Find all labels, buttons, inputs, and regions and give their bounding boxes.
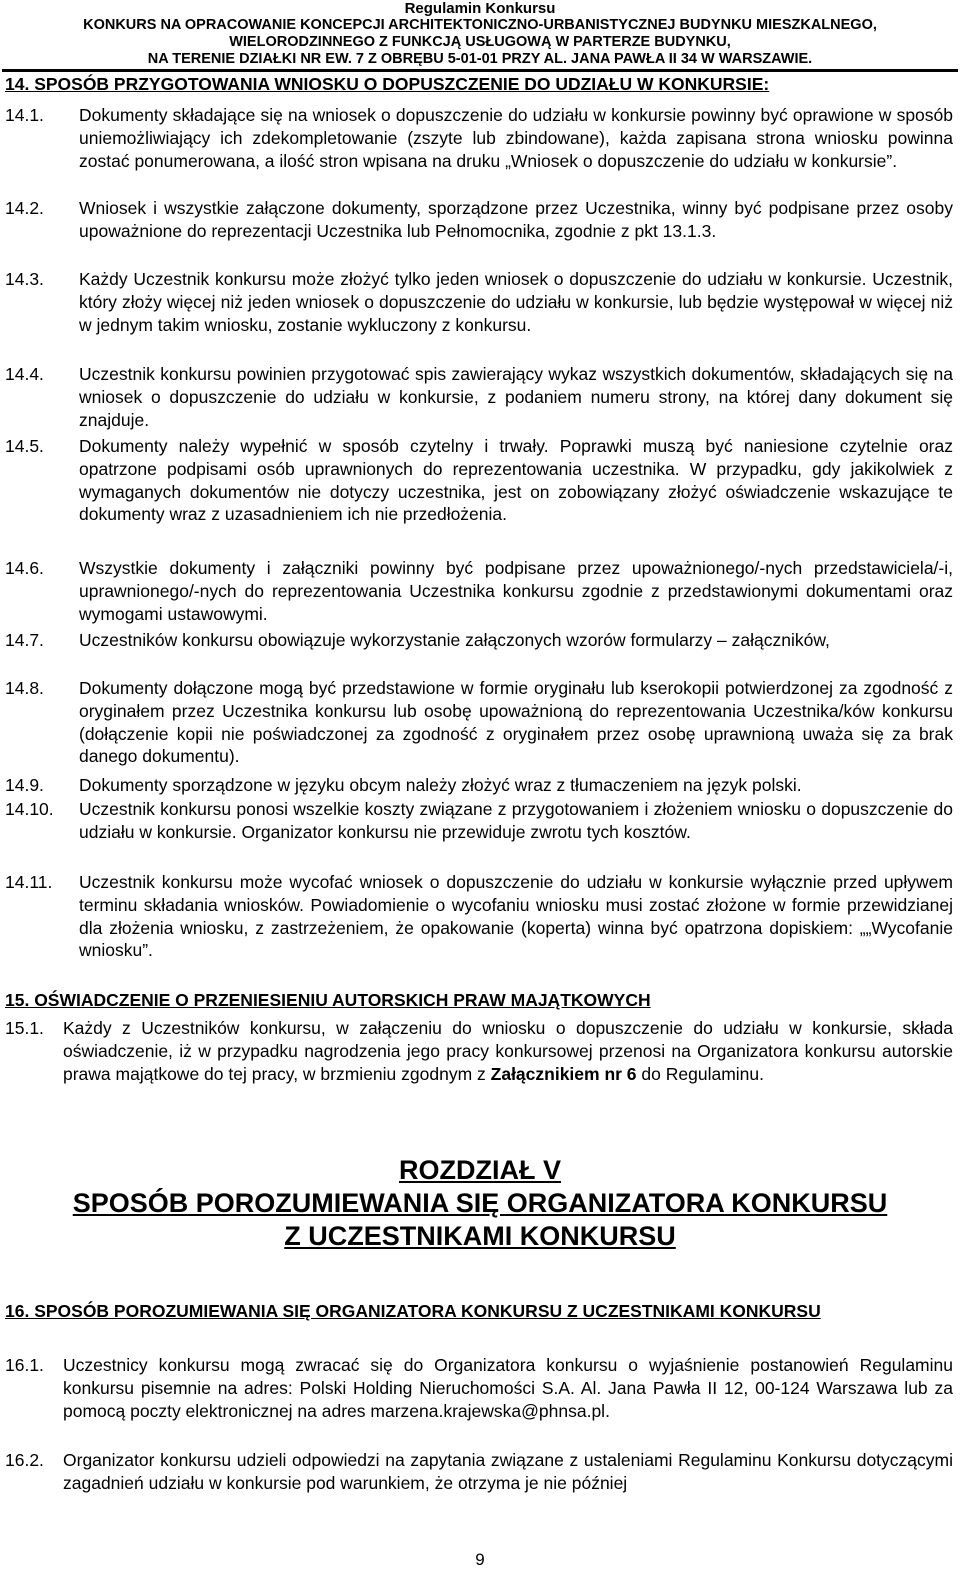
header-line-2: WIELORODZINNEGO Z FUNKCJĄ USŁUGOWĄ W PARTERZE BUDYNKU, — [229, 34, 731, 50]
list-item-16-1 — [5, 1354, 953, 1422]
header-line-3: NA TERENIE DZIAŁKI NR EW. 7 Z OBRĘBU 5-01-01 PRZY AL. JANA PAWŁA II 34 W WARSZAWIE. — [147, 51, 813, 67]
section-16-heading — [5, 1300, 953, 1323]
item-number: 14.7. — [5, 630, 44, 650]
item-number: 14.4. — [5, 364, 44, 384]
list-item-15-1 — [5, 1017, 953, 1085]
item-number: 14.6. — [5, 558, 44, 578]
list-item-14-7 — [5, 629, 953, 652]
item-number: 14.5. — [5, 436, 44, 456]
list-item-14-9 — [5, 774, 953, 797]
list-item-14-2 — [5, 197, 953, 243]
item-text: Dokumenty należy wypełnić w sposób czytelny i trwały. Poprawki muszą być naniesione czytelnie oraz opatrzone podpisami osób uprawnionych do reprezentowania uczestnika. W przypadku, gdy jakikolwiek z wymaganych dokumentów nie dotyczy uczestnika, jest on zobowiązany złożyć oświadczenie wskazujące te dokumenty wraz z uzasadnieniem ich nie przedłożenia. — [79, 436, 953, 525]
item-text: Dokumenty sporządzone w języku obcym należy złożyć wraz z tłumaczeniem na język polski. — [79, 775, 802, 795]
list-item-14-8 — [5, 677, 953, 768]
section-15-heading: 15. OŚWIADCZENIE O PRZENIESIENIU AUTORSKICH PRAW MAJĄTKOWYCH — [5, 990, 651, 1010]
item-number: 14.3. — [5, 269, 44, 289]
chapter-title: ROZDZIAŁ V — [399, 1155, 561, 1185]
section-14-heading: 14. SPOSÓB PRZYGOTOWANIA WNIOSKU O DOPUSZCZENIE DO UDZIAŁU W KONKURSIE: — [5, 74, 770, 94]
attachment-reference: Załącznikiem nr 6 — [490, 1063, 637, 1084]
item-number: 16.1. — [5, 1355, 44, 1375]
item-number: 15.1. — [5, 1018, 44, 1038]
list-item-14-11 — [5, 871, 953, 962]
item-number: 14.8. — [5, 678, 44, 698]
list-item-14-10 — [5, 798, 953, 844]
item-number: 14.11. — [5, 872, 53, 892]
item-number: 16.2. — [5, 1450, 44, 1470]
item-text: Organizator konkursu udzieli odpowiedzi na zapytania związane z ustaleniami Regulaminu Konkursu dotyczącymi zagadnień udziału w konkursie pod warunkiem, że otrzyma je nie później — [63, 1450, 953, 1493]
document-header — [0, 0, 960, 68]
list-item-14-4 — [5, 363, 953, 431]
page-number: 9 — [475, 1550, 485, 1569]
item-text: Uczestnik konkursu ponosi wszelkie koszty związane z przygotowaniem i złożeniem wniosku o dopuszczenie do udziału w konkursie. Organizator konkursu nie przewiduje zwrotu tych kosztów. — [79, 799, 953, 842]
item-text: Każdy Uczestnik konkursu może złożyć tylko jeden wniosek o dopuszczenie do udziału w konkursie. Uczestnik, który złoży więcej niż jeden wniosek o dopuszczenie do udziału w konkursie, lub będzie występował w więcej niż w jednym takim wniosku, zostanie wykluczony z konkursu. — [79, 269, 953, 335]
list-item-16-2 — [5, 1449, 953, 1495]
item-number: 14.2. — [5, 198, 44, 218]
item-text: Dokumenty składające się na wniosek o dopuszczenie do udziału w konkursie powinny być oprawione w sposób uniemożliwiający ich zdekompletowanie (zszyte lub zbindowane), każda zapisana strona wniosku powinna zostać ponumerowana, a ilość stron wpisana na druku „Wniosek o dopuszczenie do udziału w konkursie”. — [79, 105, 953, 171]
item-text: Uczestnik konkursu może wycofać wniosek o dopuszczenie do udziału w konkursie wyłącznie przed upływem terminu składania wniosków. Powiadomienie o wycofaniu wniosku musi zostać złożone w formie przewidzianej dla złożenia wniosku, z zastrzeżeniem, że opakowanie (koperta) winna być opatrzona dopiskiem: „„Wycofanie wniosku”. — [79, 872, 953, 961]
list-item-14-5 — [5, 435, 953, 526]
list-item-14-3 — [5, 268, 953, 336]
item-text: Dokumenty dołączone mogą być przedstawione w formie oryginału lub kserokopii potwierdzonej za zgodność z oryginałem przez Uczestnika konkursu lub osobę upoważnioną do reprezentowania Uczestnika/ków konkursu (dołączenie kopii nie poświadczonej za zgodność z oryginałem przez osobę uprawnioną uważa się za brak danego dokumentu). — [79, 678, 953, 767]
item-number: 14.9. — [5, 775, 44, 795]
list-item-14-6 — [5, 557, 953, 625]
section-16-heading-text: 16. SPOSÓB POROZUMIEWANIA SIĘ ORGANIZATORA KONKURSU Z UCZESTNIKAMI KONKURSU — [5, 1301, 821, 1321]
item-text: Uczestnicy konkursu mogą zwracać się do Organizatora konkursu o wyjaśnienie postanowień Regulaminu konkursu pisemnie na adres: Polski Holding Nieruchomości S.A. Al. Jana Pawła II 12, 00-124 Warszawa lub za pomocą poczty elektronicznej na adres marzena.krajewska@phnsa.pl. — [63, 1355, 953, 1421]
chapter-subtitle-line-2: Z UCZESTNIKAMI KONKURSU — [284, 1221, 676, 1251]
item-number: 14.1. — [5, 105, 44, 125]
item-number: 14.10. — [5, 799, 54, 819]
header-line-1: KONKURS NA OPRACOWANIE KONCEPCJI ARCHITEKTONICZNO-URBANISTYCZNEJ BUDYNKU MIESZKALNEGO, — [83, 17, 877, 33]
item-text: Wszystkie dokumenty i załączniki powinny być podpisane przez upoważnionego/-nych przedstawiciela/-i, uprawnionego/-nych do reprezentowania Uczestnika konkursu zgodnie z przedstawionymi dokumentami oraz wymogami ustawowymi. — [79, 558, 953, 624]
item-text: Wniosek i wszystkie załączone dokumenty, sporządzone przez Uczestnika, winny być podpisane przez osoby upoważnione do reprezentacji Uczestnika lub Pełnomocnika, zgodnie z pkt 13.1.3. — [79, 198, 953, 241]
chapter-subtitle-line-1: SPOSÓB POROZUMIEWANIA SIĘ ORGANIZATORA KONKURSU — [72, 1188, 888, 1218]
item-text: Uczestnik konkursu powinien przygotować spis zawierający wykaz wszystkich dokumentów, składających się na wniosek o dopuszczenie do udziału w konkursie, z podaniem numeru strony, na której dany dokument się znajduje. — [79, 364, 953, 430]
item-text-part: Każdy z Uczestników konkursu, w załączeniu do wniosku o dopuszczenie do udziału w konkursie, składa oświadczenie, iż w przypadku nagrodzenia jego pracy konkursowej przenosi na Organizatora konkursu autorskie prawa majątkowe do tej pracy, w brzmieniu zgodnym z — [63, 1018, 953, 1084]
header-title: Regulamin Konkursu — [404, 0, 556, 17]
item-text — [63, 1017, 953, 1085]
item-text-part: do Regulaminu. — [636, 1063, 764, 1084]
header-divider — [2, 69, 958, 72]
item-text: Uczestników konkursu obowiązuje wykorzystanie załączonych wzorów formularzy – załączników, — [79, 630, 830, 650]
list-item-14-1 — [5, 104, 953, 172]
